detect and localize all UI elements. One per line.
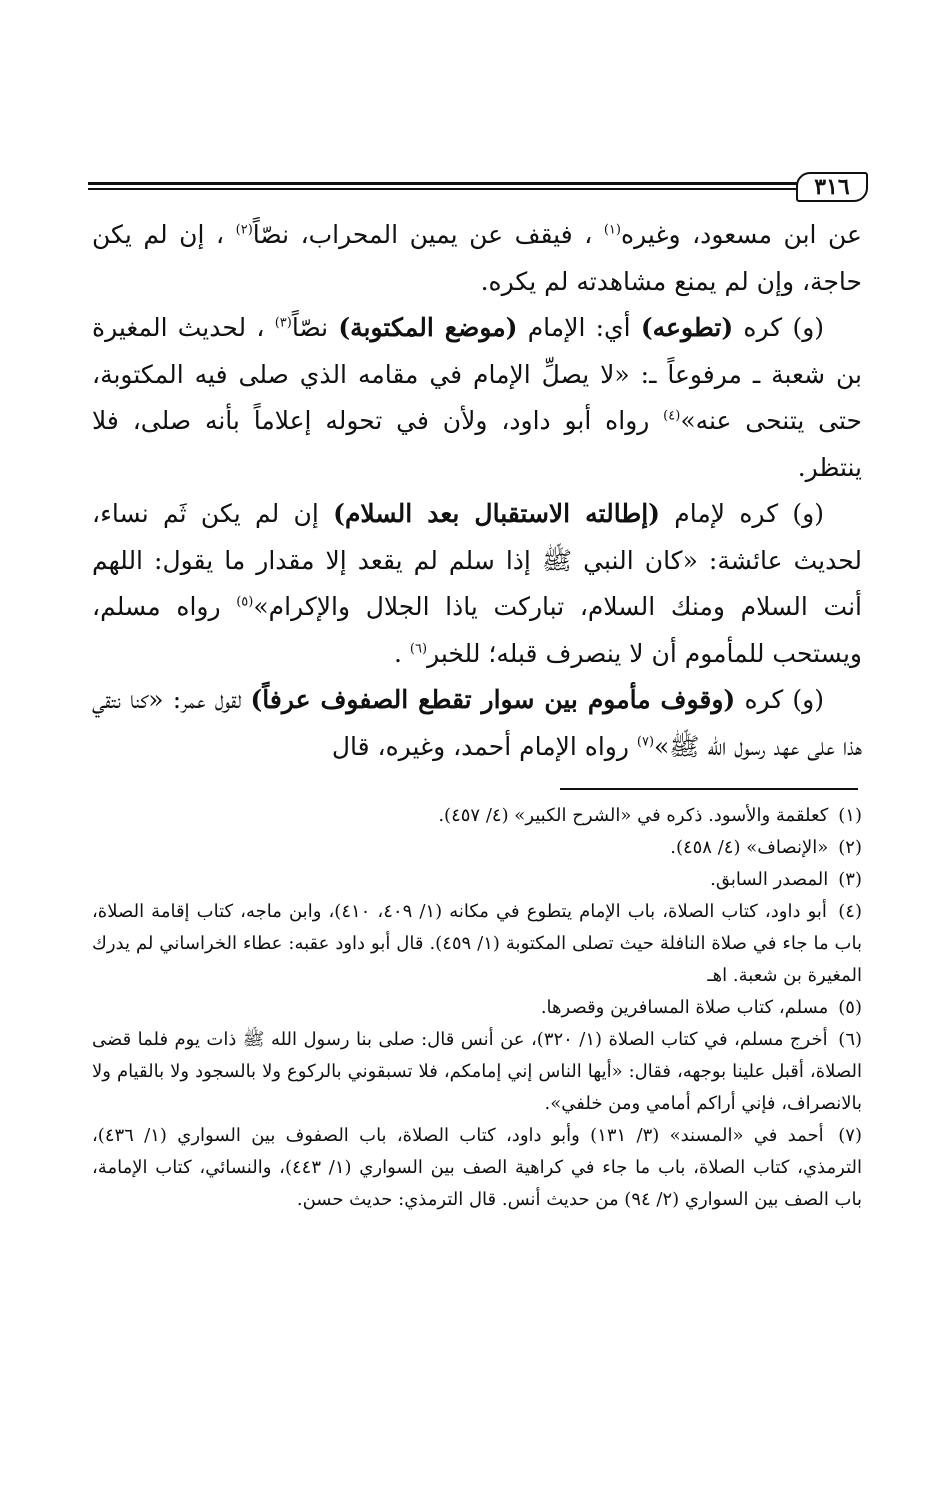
paragraph-2 <box>92 305 862 491</box>
page-header <box>88 172 868 212</box>
footnote-ref-5: (٥) <box>236 594 254 610</box>
header-rule-thin <box>88 188 798 190</box>
footnote-5 <box>92 992 862 1024</box>
footnote-ref-2: (٢) <box>235 222 253 238</box>
footnote-ref-3: (٣) <box>274 315 292 331</box>
footnote-1 <box>92 800 862 832</box>
footnote-label: (٤) <box>838 901 862 922</box>
text-run: (و) كره لإمام <box>660 499 824 528</box>
main-text <box>92 212 862 770</box>
text-run: ، فيقف عن يمين المحراب، نصّاً <box>252 220 604 249</box>
text-run: عن ابن مسعود، وغيره <box>620 220 862 249</box>
footnote-ref-6: (٦) <box>409 641 428 657</box>
footnote-6 <box>92 1024 862 1120</box>
footnote-ref-7: (٧) <box>636 734 655 750</box>
footnote-2 <box>92 832 862 864</box>
footnote-label: (٥) <box>838 997 862 1018</box>
footnote-3 <box>92 864 862 896</box>
paragraph-3 <box>92 491 862 677</box>
footnote-text: أحمد في «المسند» (٣/ ١٣١) وأبو داود، كتاب الصلاة، باب الصفوف بين السواري (١/ ٤٣٦)، الترمذي، كتاب الصلاة، باب ما جاء في كراهية الصف بين السواري (١/ ٤٤٣)، والنسائي، كتاب الإمامة، باب الصف بين السواري (٢/ ٩٤) من حديث أنس. قال الترمذي: حديث حسن. <box>92 1125 862 1210</box>
footnote-text: مسلم، كتاب صلاة المسافرين وقصرها. <box>540 997 829 1018</box>
footnote-text: المصدر السابق. <box>710 869 829 890</box>
footnote-label: (٢) <box>838 837 862 858</box>
text-run: (و) كره <box>735 685 824 714</box>
footnote-text: أبو داود، كتاب الصلاة، باب الإمام يتطوع في مكانه (١/ ٤٠٩، ٤١٠)، وابن ماجه، كتاب إقامة الصلاة، باب ما جاء في صلاة النافلة حيث تصلى المكتوبة (١/ ٤٥٩). قال أبو داود عقبه: عطاء الخراساني لم يدرك المغيرة بن شعبة. اهـ <box>92 901 862 986</box>
text-run: رواه أبو داود، ولأن في تحوله إعلاماً بأنه صلى، فلا ينتظر. <box>92 406 862 482</box>
text-run: رواه الإمام أحمد، وغيره، قال <box>331 731 637 761</box>
footnote-4 <box>92 896 862 992</box>
text-run: رواه مسلم، ويستحب للمأموم أن لا ينصرف قبله؛ للخبر <box>92 592 862 668</box>
text-run: لقول عمر: «كنا نتقي هذا على عهد رسول الله ﷺ» <box>92 685 862 761</box>
bold-term: (تطوعه) <box>640 313 734 342</box>
text-run: أي: الإمام <box>517 313 641 342</box>
footnote-separator <box>560 788 858 790</box>
text-run: ، إن لم يكن حاجة، وإن لم يمنع مشاهدته لم يكره. <box>92 220 862 296</box>
footnote-label: (٧) <box>838 1125 862 1146</box>
bold-term: (موضع المكتوبة) <box>338 313 518 342</box>
text-run: إن لم يكن ثَم نساء، لحديث عائشة: «كان النبي ﷺ إذا سلم لم يقعد إلا مقدار ما يقول: اللهم أنت السلام ومنك السلام، تباركت ياذا الجلال والإكرام» <box>92 499 862 621</box>
footnotes <box>92 800 862 1216</box>
footnote-ref-4: (٤) <box>663 408 681 424</box>
page-number: ٣١٦ <box>796 172 868 202</box>
footnote-label: (٣) <box>838 869 862 890</box>
footnote-text: «الإنصاف» (٤/ ٤٥٨). <box>670 837 829 858</box>
bold-term: (وقوف مأموم بين سوار تقطع الصفوف عرفاً) <box>250 685 736 714</box>
footnote-label: (١) <box>838 805 862 826</box>
footnote-ref-1: (١) <box>603 222 621 238</box>
paragraph-4 <box>92 677 862 770</box>
footnote-7 <box>92 1120 862 1216</box>
text-run: ، لحديث المغيرة بن شعبة ـ مرفوعاً ـ: «لا يصلِّ الإمام في مقامه الذي صلى فيه المكتوبة، حتى يتنحى عنه» <box>92 313 862 435</box>
paragraph-1 <box>92 212 862 305</box>
footnote-text: كعلقمة والأسود. ذكره في «الشرح الكبير» (٤/ ٤٥٧). <box>438 805 829 826</box>
footnote-text: أخرج مسلم، في كتاب الصلاة (١/ ٣٢٠)، عن أنس قال: صلى بنا رسول الله ﷺ ذات يوم فلما قضى الصلاة، أقبل علينا بوجهه، فقال: «أيها الناس إني إمامكم، فلا تسبقوني بالركوع ولا بالسجود ولا بالقيام ولا بالانصراف، فإني أراكم أمامي ومن خلفي». <box>92 1029 862 1114</box>
footnote-label: (٦) <box>838 1029 863 1050</box>
text-run: . <box>394 638 410 668</box>
bold-term: (إطالته الاستقبال بعد السلام) <box>333 499 660 528</box>
text-run: (و) كره <box>733 313 825 342</box>
header-rule <box>88 182 798 185</box>
text-run: نصّاً <box>291 313 339 342</box>
